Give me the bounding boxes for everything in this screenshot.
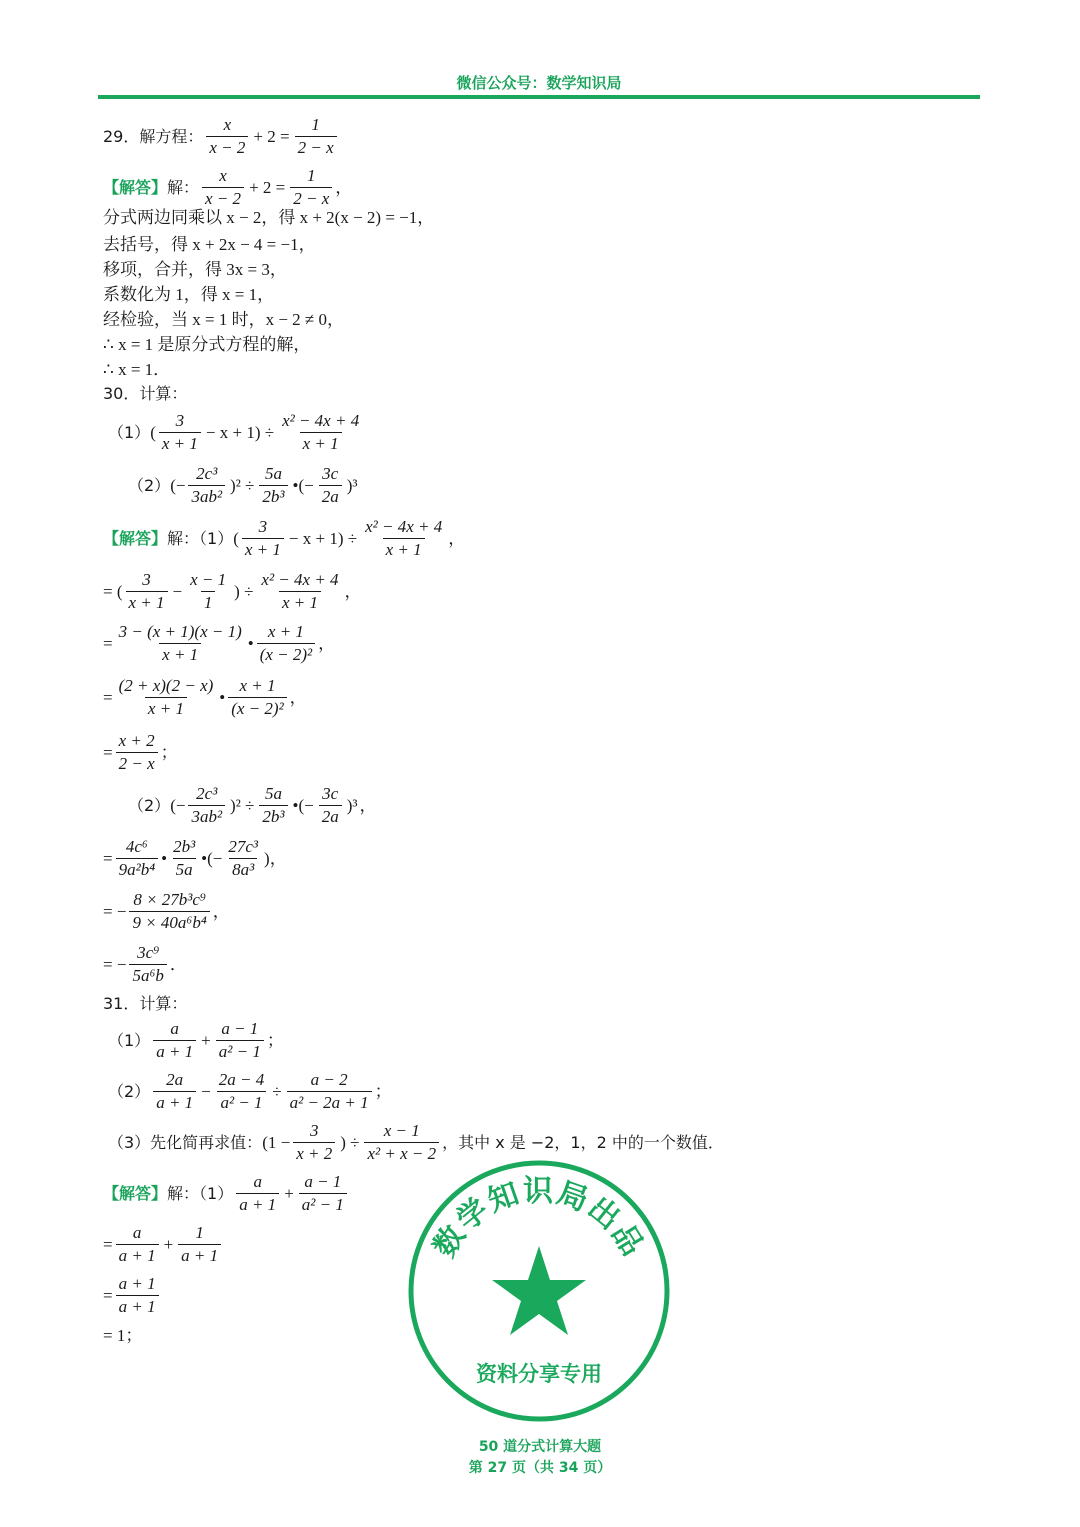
solution-step: 经检验，当 x = 1 时，x − 2 ≠ 0， (103, 310, 345, 329)
solution-step: = $\frac{(2 + x)(2 - x)}{x + 1}$ • $\frac{x + 1}{\text{(x − 2)²}}$ ， (103, 676, 307, 718)
solution-step: 分式两边同乘以 x − 2，得 x + 2(x − 2) = −1， (103, 208, 435, 227)
fraction: $\frac{\text{x² − 4x + 4}}{x + 1}$ (365, 517, 443, 559)
fraction: $\frac{x + 2}{2 - x}$ (116, 730, 158, 775)
fraction: $\frac{3}{x + 2}$ (293, 1120, 335, 1165)
fraction: $\frac{2a}{a + 1}$ (153, 1069, 196, 1114)
fraction: $\frac{\text{8 × 27b³c⁹}}{\text{9 × 40a⁶b⁴}}$ (129, 889, 209, 934)
footer-title: 50 道分式计算大题 (478, 1439, 602, 1455)
solution-step: ∴ x = 1 是原分式方程的解， (103, 335, 311, 354)
fraction: $\frac{x}{x - 2}$ (202, 165, 244, 210)
fraction: $\frac{(2 + x)(2 - x)}{x + 1}$ (118, 676, 214, 718)
solution-step: = $\frac{a + 1}{a + 1}$ (103, 1273, 162, 1318)
problem-31-answer-head: 【解答】 解：（1） $\frac{a}{a + 1}$ + $\frac{a - 1}{\text{a² − 1}}$ (103, 1171, 350, 1216)
fraction: $\frac{3}{x + 1}$ (242, 516, 284, 561)
fraction: $\frac{\text{x² − 4x + 4}}{x + 1}$ (282, 411, 360, 453)
fraction: $\frac{x}{x - 2}$ (206, 114, 248, 159)
problem-31-question: 31．计算： (103, 994, 188, 1013)
solution-step: = ( $\frac{3}{x + 1}$ − $\frac{x - 1}{1}$ ) ÷ $\frac{\text{x² − 4x + 4}}{x + 1}$ ， (103, 570, 362, 612)
solution-step: = − $\frac{\text{8 × 27b³c⁹}}{\text{9 × 40a⁶b⁴}}$ ， (103, 890, 230, 932)
solution-step: = $\frac{x + 2}{2 - x}$ ； (103, 731, 178, 773)
publisher-stamp (404, 1156, 674, 1426)
fraction: $\frac{3c}{2a}$ (319, 783, 342, 828)
problem-31-part-1: （1） $\frac{a}{a + 1}$ + $\frac{a - 1}{\text{a² − 1}}$ ； (108, 1019, 284, 1061)
fraction: $\frac{\text{27c³}}{\text{8a³}}$ (228, 837, 259, 879)
fraction: $\frac{x - 1}{\text{x² + x − 2}}$ (364, 1120, 439, 1165)
fraction: $\frac{\text{2c³}}{\text{3ab²}}$ (188, 463, 225, 508)
fraction: $\frac{5a}{\text{2b³}}$ (259, 783, 287, 828)
problem-30-question: 30．计算： (103, 384, 188, 403)
star-icon (492, 1246, 586, 1335)
header-rule (98, 95, 980, 99)
problem-30-part-1: （1） ( $\frac{3}{x + 1}$ − x + 1) ÷ $\frac{\text{x² − 4x + 4}}{x + 1}$ (108, 410, 365, 455)
solution-step: 系数化为 1，得 x = 1， (103, 285, 275, 304)
solution-step: = $\frac{3 - (x + 1)(x - 1)}{x + 1}$ • $\frac{x + 1}{\text{(x − 2)²}}$ ， (103, 622, 336, 664)
problem-30-part-2: （2） (− $\frac{\text{2c³}}{\text{3ab²}}$ )² ÷ $\frac{5a}{\text{2b³}}$ •(− $\frac{3c}{2a}$ )³ (128, 464, 358, 506)
fraction: $\frac{\text{x² − 4x + 4}}{x + 1}$ (261, 570, 339, 612)
fraction: $\frac{a - 1}{\text{a² − 1}}$ (299, 1171, 347, 1216)
fraction: $\frac{a}{a + 1}$ (236, 1171, 279, 1216)
fraction: $\frac{\text{3c⁹}}{\text{5a⁶b}}$ (129, 942, 166, 987)
problem-29-answer-head: 【解答】 解： $\frac{x}{x - 2}$ + 2 = $\frac{1}{2 - x}$ ， (103, 166, 353, 208)
problem-29-question: 29．解方程： $\frac{x}{x - 2}$ + 2 = $\frac{1}{2 - x}$ (103, 114, 340, 159)
fraction: $\frac{a - 1}{\text{a² − 1}}$ (216, 1018, 264, 1063)
problem-30-answer-head: 【解答】 解：（1） ( $\frac{3}{x + 1}$ − x + 1) ÷ $\frac{\text{x² − 4x + 4}}{x + 1}$ ， (103, 517, 466, 559)
solution-step: = 1； (103, 1326, 143, 1345)
solution-step: = − $\frac{\text{3c⁹}}{\text{5a⁶b}}$ ． (103, 943, 187, 985)
fraction: $\frac{1}{2 - x}$ (295, 114, 337, 159)
fraction: $\frac{3 - (x + 1)(x - 1)}{x + 1}$ (118, 622, 242, 664)
fraction: $\frac{5a}{\text{2b³}}$ (259, 463, 287, 508)
problem-31-part-3: （3）先化简再求值： (1 − $\frac{3}{x + 2}$ ) ÷ $\frac{x - 1}{\text{x² + x − 2}}$ ，其中 x 是 −2，1，2 中的一个数值． (108, 1121, 724, 1163)
fraction: $\frac{\text{2c³}}{\text{3ab²}}$ (188, 783, 225, 828)
fraction: $\frac{x + 1}{\text{(x − 2)²}}$ (228, 675, 286, 720)
page-header: 微信公众号：数学知识局 (456, 74, 622, 92)
fraction: $\frac{a}{a + 1}$ (116, 1222, 159, 1267)
solution-step: ∴ x = 1． (103, 360, 171, 379)
solution-step: 去括号，得 x + 2x − 4 = −1， (103, 235, 316, 254)
fraction: $\frac{a}{a + 1}$ (153, 1018, 196, 1063)
stamp-bottom-text: 资料分享专用 (476, 1362, 602, 1386)
stamp-top-text: 数学知识局出品 (427, 1174, 651, 1264)
fraction: $\frac{\text{4c⁶}}{\text{9a²b⁴}}$ (116, 836, 159, 881)
fraction: $\frac{2a - 4}{\text{a² − 1}}$ (218, 1070, 265, 1112)
fraction: $\frac{\text{2b³}}{5a}$ (173, 837, 196, 879)
fraction: $\frac{1}{2 - x}$ (290, 165, 332, 210)
fraction: $\frac{x - 1}{1}$ (190, 570, 227, 612)
fraction: $\frac{3}{x + 1}$ (159, 410, 201, 455)
fraction: $\frac{a + 1}{a + 1}$ (116, 1273, 159, 1318)
solution-step: 移项，合并，得 3x = 3， (103, 260, 287, 279)
solution-step: = $\frac{a}{a + 1}$ + $\frac{1}{a + 1}$ (103, 1222, 224, 1267)
fraction: $\frac{3c}{2a}$ (319, 463, 342, 508)
fraction: $\frac{3}{x + 1}$ (126, 569, 168, 614)
fraction: $\frac{x + 1}{\text{(x − 2)²}}$ (257, 621, 315, 666)
footer-page-number: 第 27 页（共 34 页） (468, 1460, 612, 1476)
solution-step: = $\frac{\text{4c⁶}}{\text{9a²b⁴}}$ • $\frac{\text{2b³}}{5a}$ •(− $\frac{\text{27c³}}{\text{8a³}}$ )， (103, 837, 287, 879)
fraction: $\frac{1}{a + 1}$ (178, 1222, 221, 1267)
problem-30-part-2-answer: （2） (− $\frac{\text{2c³}}{\text{3ab²}}$ )² ÷ $\frac{5a}{\text{2b³}}$ •(− $\frac{3c}{2a}$ )³ ， (128, 784, 377, 826)
problem-31-part-2: （2） $\frac{2a}{a + 1}$ − $\frac{2a - 4}{\text{a² − 1}}$ ÷ $\frac{a - 2}{\text{a² − 2a + 1}}$ ； (108, 1070, 392, 1112)
fraction: $\frac{a - 2}{\text{a² − 2a + 1}}$ (287, 1069, 372, 1114)
